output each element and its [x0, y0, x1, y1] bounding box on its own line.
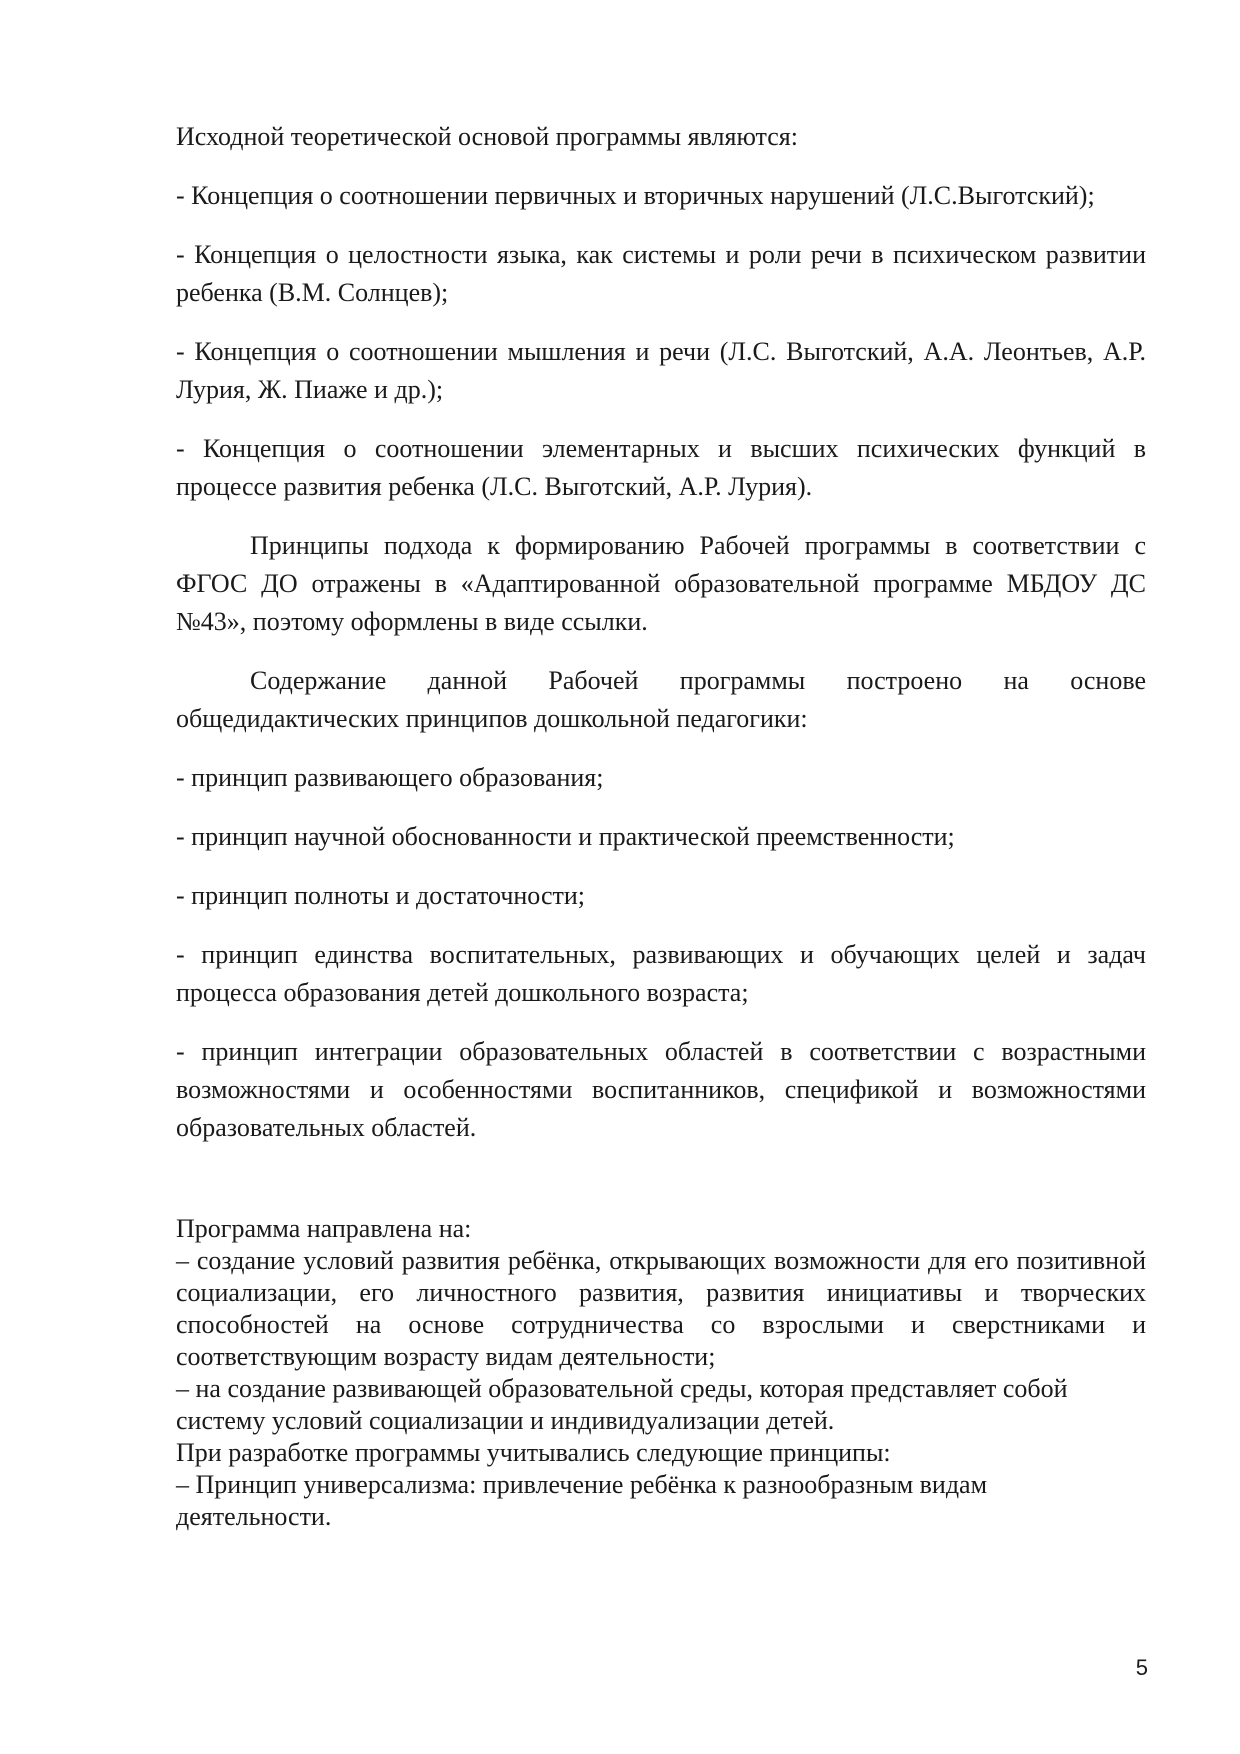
- paragraph: Программа направлена на:: [176, 1214, 472, 1243]
- list-item: – создание условий развития ребёнка, открывающих возможности для его позитивной социализации, его личностного развития, развития инициативы и творческих способностей на основе сотрудничества со взрослыми и сверстниками и соответствующим возрасту видам деятельности;: [176, 1246, 1146, 1371]
- paragraph: При разработке программы учитывались следующие принципы:: [176, 1438, 891, 1467]
- program-goals: [176, 1213, 1146, 1533]
- list-item: – Принцип универсализма: привлечение ребёнка к разнообразным видам деятельности.: [176, 1470, 988, 1531]
- list-item: - принцип научной обоснованности и практической преемственности;: [176, 822, 955, 851]
- main-text: [176, 118, 1146, 1147]
- list-item: - принцип единства воспитательных, развивающих и обучающих целей и задач процесса образования детей дошкольного возраста;: [176, 940, 1146, 1007]
- list-item: - Концепция о соотношении первичных и вторичных нарушений (Л.С.Выготский);: [176, 181, 1095, 210]
- paragraph: Содержание данной Рабочей программы построено на основе общедидактических принципов дошкольной педагогики:: [176, 666, 1146, 733]
- page-number: 5: [1135, 1655, 1148, 1680]
- list-item: - принцип развивающего образования;: [176, 763, 604, 792]
- intro-paragraph: Исходной теоретической основой программы являются:: [176, 122, 798, 151]
- list-item: – на создание развивающей образовательной среды, которая представляет собой систему условий социализации и индивидуализации детей.: [176, 1374, 1068, 1435]
- list-item: - Концепция о соотношении элементарных и высших психических функций в процессе развития ребенка (Л.С. Выготский, А.Р. Лурия).: [176, 434, 1146, 501]
- list-item: - принцип полноты и достаточности;: [176, 881, 585, 910]
- list-item: - Концепция о соотношении мышления и речи (Л.С. Выготский, А.А. Леонтьев, А.Р. Лурия, Ж. Пиаже и др.);: [176, 337, 1146, 404]
- paragraph: Принципы подхода к формированию Рабочей программы в соответствии с ФГОС ДО отражены в «Адаптированной образовательной программе МБДОУ ДС №43», поэтому оформлены в виде ссылки.: [176, 531, 1146, 636]
- list-item: - Концепция о целостности языка, как системы и роли речи в психическом развитии ребенка (В.М. Солнцев);: [176, 240, 1146, 307]
- list-item: - принцип интеграции образовательных областей в соответствии с возрастными возможностями и особенностями воспитанников, спецификой и возможностями образовательных областей.: [176, 1037, 1146, 1142]
